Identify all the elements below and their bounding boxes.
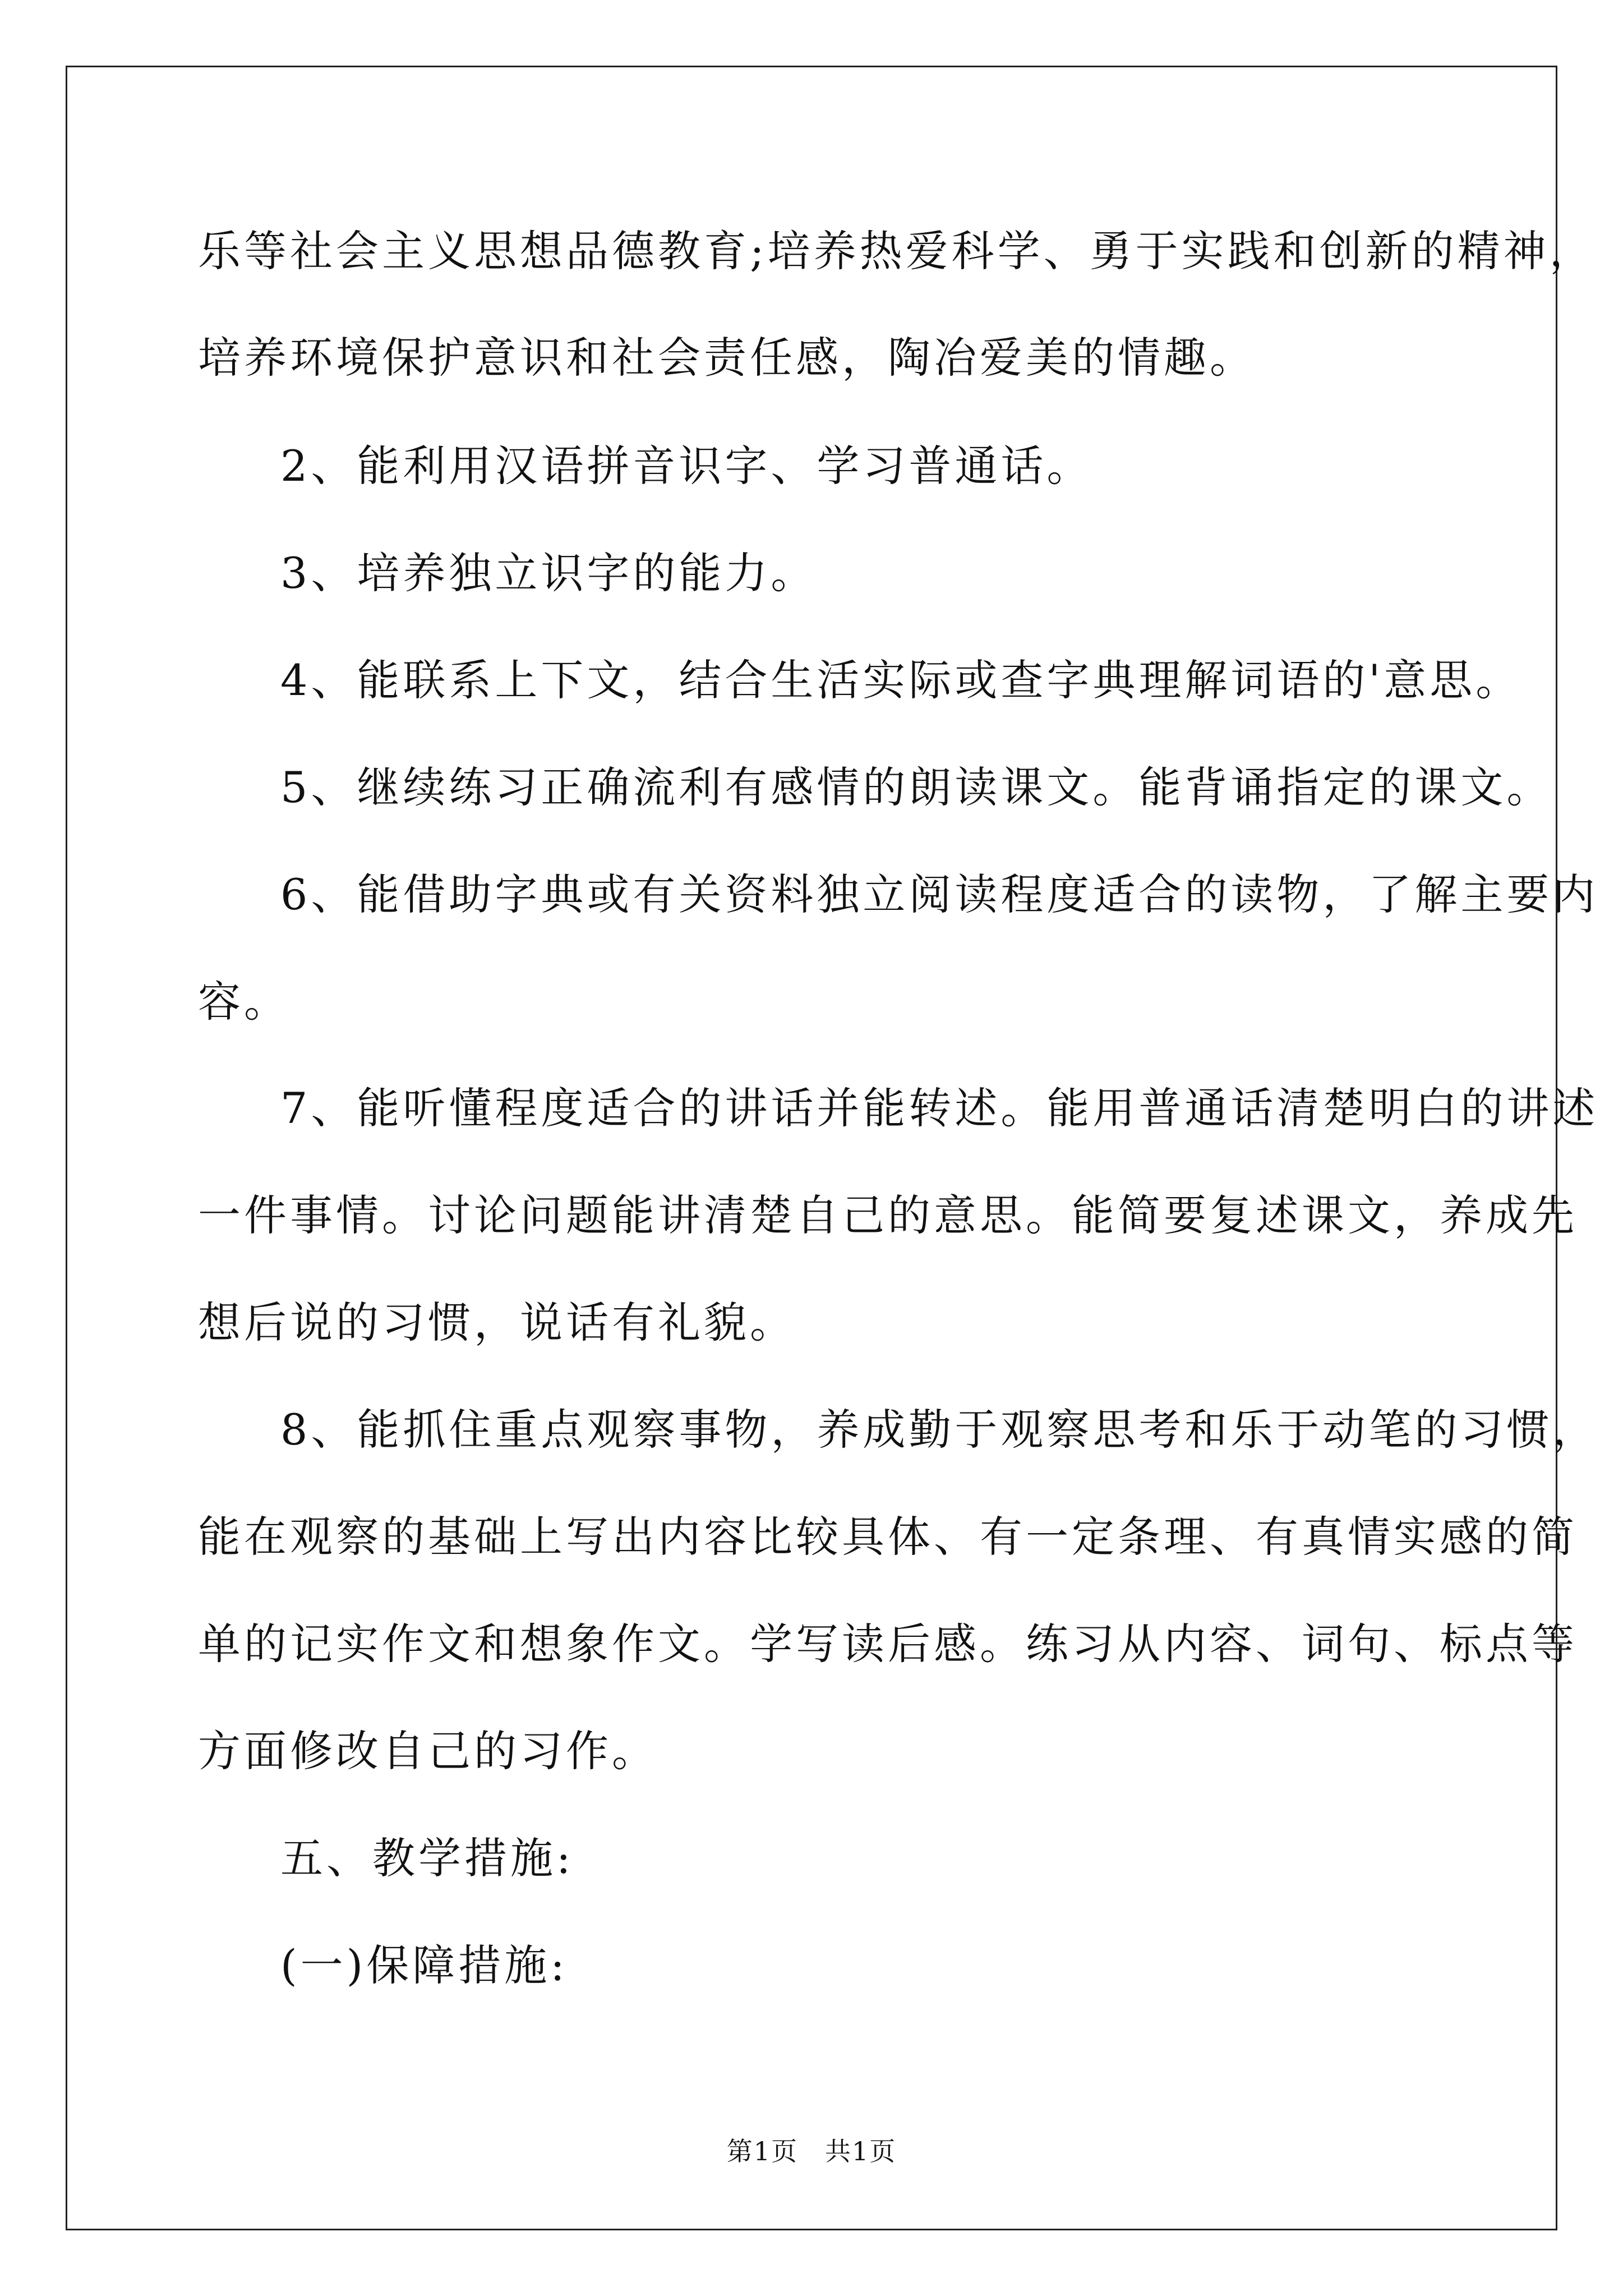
text-line: 4、能联系上下文，结合生活实际或查字典理解词语的'意思。 [280,655,1522,705]
text-line: 7、能听懂程度适合的讲话并能转述。能用普通话清楚明白的讲述 [280,1083,1599,1133]
page-border [66,66,1599,2230]
text-line: 容。 [198,977,290,1027]
text-line: 乐等社会主义思想品德教育;培养热爱科学、勇于实践和创新的精神， [198,226,1596,276]
text-line: 6、能借助字典或有关资料独立阅读程度适合的读物，了解主要内 [280,869,1599,919]
page-footer [0,2134,1623,2168]
text-line: 3、培养独立识字的能力。 [280,548,817,598]
text-line: 培养环境保护意识和社会责任感，陶冶爱美的情趣。 [198,333,1256,383]
text-line: 单的记实作文和想象作文。学写读后感。练习从内容、词句、标点等 [198,1619,1578,1669]
text-line: 想后说的习惯，说话有礼貌。 [198,1297,796,1347]
text-line: 8、能抓住重点观察事物，养成勤于观察思考和乐于动笔的习惯， [280,1405,1599,1455]
subsection-heading: (一)保障措施: [280,1940,568,1990]
section-heading: 五、教学措施: [280,1833,574,1883]
text-line: 2、能利用汉语拼音识字、学习普通话。 [280,441,1093,491]
text-line: 一件事情。讨论问题能讲清楚自己的意思。能简要复述课文，养成先 [198,1190,1578,1240]
text-line: 5、继续练习正确流利有感情的朗读课文。能背诵指定的课文。 [280,762,1553,812]
text-line: 能在观察的基础上写出内容比较具体、有一定条理、有真情实感的简 [198,1512,1578,1562]
page-total: 共1页 [825,2136,897,2166]
text-line: 方面修改自己的习作。 [198,1726,658,1776]
page-number: 第1页 [726,2136,798,2166]
